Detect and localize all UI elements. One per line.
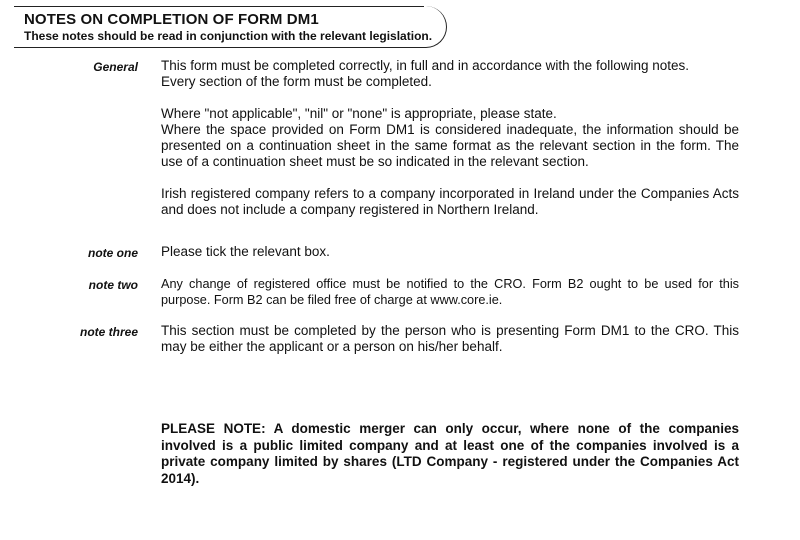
general-text (161, 58, 739, 218)
page-title: NOTES ON COMPLETION OF FORM DM1 (24, 11, 319, 28)
note-three-text: This section must be completed by the person who is presenting Form DM1 to the CRO. This may be either the applicant or a person on his/her behalf. (161, 323, 739, 354)
general-paragraph: Irish registered company refers to a company incorporated in Ireland under the Companies Acts and does not include a company registered in Northern Ireland. (161, 186, 739, 217)
note-one-text: Please tick the relevant box. (161, 244, 330, 259)
general-paragraph: Every section of the form must be completed. (161, 74, 432, 89)
please-note-notice: PLEASE NOTE: A domestic merger can only occur, where none of the companies involved is a public limited company and at least one of the companies involved is a private company limited by shares (LTD Company - registered under the Companies Act 2014). (161, 421, 739, 486)
note-three-label: note three (79, 325, 138, 339)
header-box (14, 6, 447, 48)
general-paragraph: Where "not applicable", "nil" or "none" is appropriate, please state. (161, 106, 557, 121)
general-label: General (93, 60, 138, 74)
page-subtitle: These notes should be read in conjunction with the relevant legislation. (24, 29, 433, 43)
note-two-label: note two (88, 278, 138, 292)
general-paragraph: This form must be completed correctly, in full and in accordance with the following notes. (161, 58, 689, 73)
note-two-text: Any change of registered office must be notified to the CRO. Form B2 ought to be used for this purpose. Form B2 can be filed free of charge at www.core.ie. (161, 277, 739, 307)
note-one-label: note one (88, 246, 138, 260)
header-top-border (14, 6, 424, 7)
general-paragraph: Where the space provided on Form DM1 is considered inadequate, the information should be presented on a continuation sheet in the same format as the relevant section in the form. The use of a continuation sheet must be so indicated in the relevant section. (161, 122, 739, 169)
